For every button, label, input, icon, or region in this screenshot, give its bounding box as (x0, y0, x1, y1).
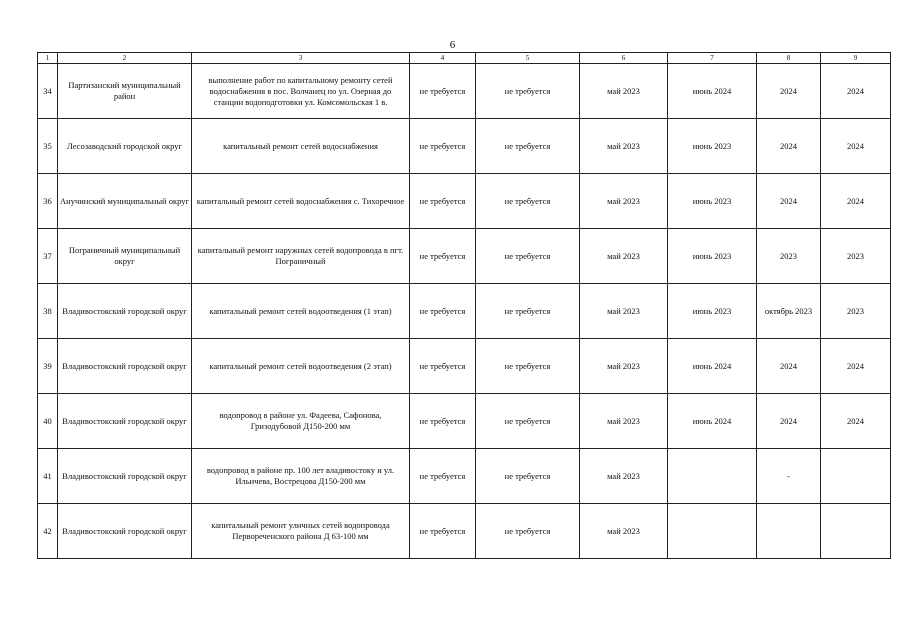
column-header: 9 (821, 53, 891, 64)
table-row (38, 449, 891, 504)
column-4-cell: не требуется (410, 449, 476, 504)
column-8-cell: октябрь 2023 (757, 284, 821, 339)
column-8-cell: 2024 (757, 174, 821, 229)
column-5-cell: не требуется (476, 449, 580, 504)
table-row (38, 284, 891, 339)
row-number-cell: 38 (38, 284, 58, 339)
column-7-cell (668, 449, 757, 504)
municipality-cell: Владивостокский городской округ (58, 504, 192, 559)
column-7-cell: июнь 2023 (668, 119, 757, 174)
table-row (38, 229, 891, 284)
column-9-cell (821, 504, 891, 559)
column-6-cell: май 2023 (580, 504, 668, 559)
column-4-cell: не требуется (410, 174, 476, 229)
column-7-cell: июнь 2024 (668, 339, 757, 394)
column-8-cell (757, 504, 821, 559)
column-header: 1 (38, 53, 58, 64)
column-header: 3 (192, 53, 410, 64)
column-8-cell: 2024 (757, 119, 821, 174)
work-description-cell: капитальный ремонт сетей водоснабжения (192, 119, 410, 174)
column-5-cell: не требуется (476, 339, 580, 394)
work-description-cell: капитальный ремонт сетей водоотведения (2 этап) (192, 339, 410, 394)
municipality-cell: Владивостокский городской округ (58, 339, 192, 394)
column-9-cell (821, 449, 891, 504)
column-4-cell: не требуется (410, 504, 476, 559)
column-5-cell: не требуется (476, 284, 580, 339)
column-5-cell: не требуется (476, 229, 580, 284)
municipality-cell: Владивостокский городской округ (58, 394, 192, 449)
column-9-cell: 2024 (821, 119, 891, 174)
column-9-cell: 2023 (821, 284, 891, 339)
column-7-cell (668, 504, 757, 559)
column-7-cell: июнь 2023 (668, 174, 757, 229)
column-9-cell: 2024 (821, 174, 891, 229)
row-number-cell: 37 (38, 229, 58, 284)
municipality-cell: Владивостокский городской округ (58, 449, 192, 504)
column-9-cell: 2024 (821, 64, 891, 119)
work-description-cell: капитальный ремонт сетей водоснабжения с. Тихоречное (192, 174, 410, 229)
column-6-cell: май 2023 (580, 174, 668, 229)
column-6-cell: май 2023 (580, 394, 668, 449)
municipality-cell: Лесозаводский городской округ (58, 119, 192, 174)
municipality-cell: Анучинский муниципальный округ (58, 174, 192, 229)
column-4-cell: не требуется (410, 339, 476, 394)
column-header: 2 (58, 53, 192, 64)
column-7-cell: июнь 2024 (668, 394, 757, 449)
column-5-cell: не требуется (476, 394, 580, 449)
work-description-cell: водопровод в районе ул. Фадеева, Сафонова, Гризодубовой Д150-200 мм (192, 394, 410, 449)
column-6-cell: май 2023 (580, 449, 668, 504)
municipality-cell: Пограничный муниципальный округ (58, 229, 192, 284)
column-header: 8 (757, 53, 821, 64)
column-6-cell: май 2023 (580, 64, 668, 119)
row-number-cell: 42 (38, 504, 58, 559)
row-number-cell: 35 (38, 119, 58, 174)
column-9-cell: 2024 (821, 394, 891, 449)
column-5-cell: не требуется (476, 119, 580, 174)
column-4-cell: не требуется (410, 119, 476, 174)
column-9-cell: 2023 (821, 229, 891, 284)
table-header-row (38, 53, 891, 64)
column-8-cell: 2023 (757, 229, 821, 284)
row-number-cell: 40 (38, 394, 58, 449)
column-header: 4 (410, 53, 476, 64)
work-description-cell: капитальный ремонт уличных сетей водопровода Первореченского района Д 63-100 мм (192, 504, 410, 559)
row-number-cell: 41 (38, 449, 58, 504)
column-4-cell: не требуется (410, 229, 476, 284)
column-4-cell: не требуется (410, 394, 476, 449)
column-4-cell: не требуется (410, 284, 476, 339)
row-number-cell: 34 (38, 64, 58, 119)
column-8-cell: 2024 (757, 394, 821, 449)
column-7-cell: июнь 2023 (668, 229, 757, 284)
table-row (38, 504, 891, 559)
column-7-cell: июнь 2023 (668, 284, 757, 339)
column-9-cell: 2024 (821, 339, 891, 394)
municipality-cell: Партизанский муниципальный район (58, 64, 192, 119)
table-row (38, 119, 891, 174)
work-description-cell: капитальный ремонт сетей водоотведения (1 этап) (192, 284, 410, 339)
column-7-cell: июнь 2024 (668, 64, 757, 119)
table-row (38, 64, 891, 119)
column-8-cell: - (757, 449, 821, 504)
column-header: 5 (476, 53, 580, 64)
work-description-cell: водопровод в районе пр. 100 лет владивостоку и ул. Ильичева, Вострецова Д150-200 мм (192, 449, 410, 504)
table-row (38, 174, 891, 229)
column-6-cell: май 2023 (580, 339, 668, 394)
column-6-cell: май 2023 (580, 284, 668, 339)
table-row (38, 339, 891, 394)
column-header: 6 (580, 53, 668, 64)
page-number: 6 (449, 39, 456, 51)
works-table (37, 52, 891, 559)
column-5-cell: не требуется (476, 64, 580, 119)
column-8-cell: 2024 (757, 64, 821, 119)
column-8-cell: 2024 (757, 339, 821, 394)
municipality-cell: Владивостокский городской округ (58, 284, 192, 339)
column-5-cell: не требуется (476, 504, 580, 559)
row-number-cell: 39 (38, 339, 58, 394)
table-row (38, 394, 891, 449)
column-6-cell: май 2023 (580, 229, 668, 284)
column-4-cell: не требуется (410, 64, 476, 119)
column-5-cell: не требуется (476, 174, 580, 229)
work-description-cell: капитальный ремонт наружных сетей водопровода в пгт. Пограничный (192, 229, 410, 284)
work-description-cell: выполнение работ по капитальному ремонту сетей водоснабжения в пос. Волчанец по ул. Озерная до станции водоподготовки ул. Комсомольская 1 в. (192, 64, 410, 119)
row-number-cell: 36 (38, 174, 58, 229)
column-header: 7 (668, 53, 757, 64)
column-6-cell: май 2023 (580, 119, 668, 174)
